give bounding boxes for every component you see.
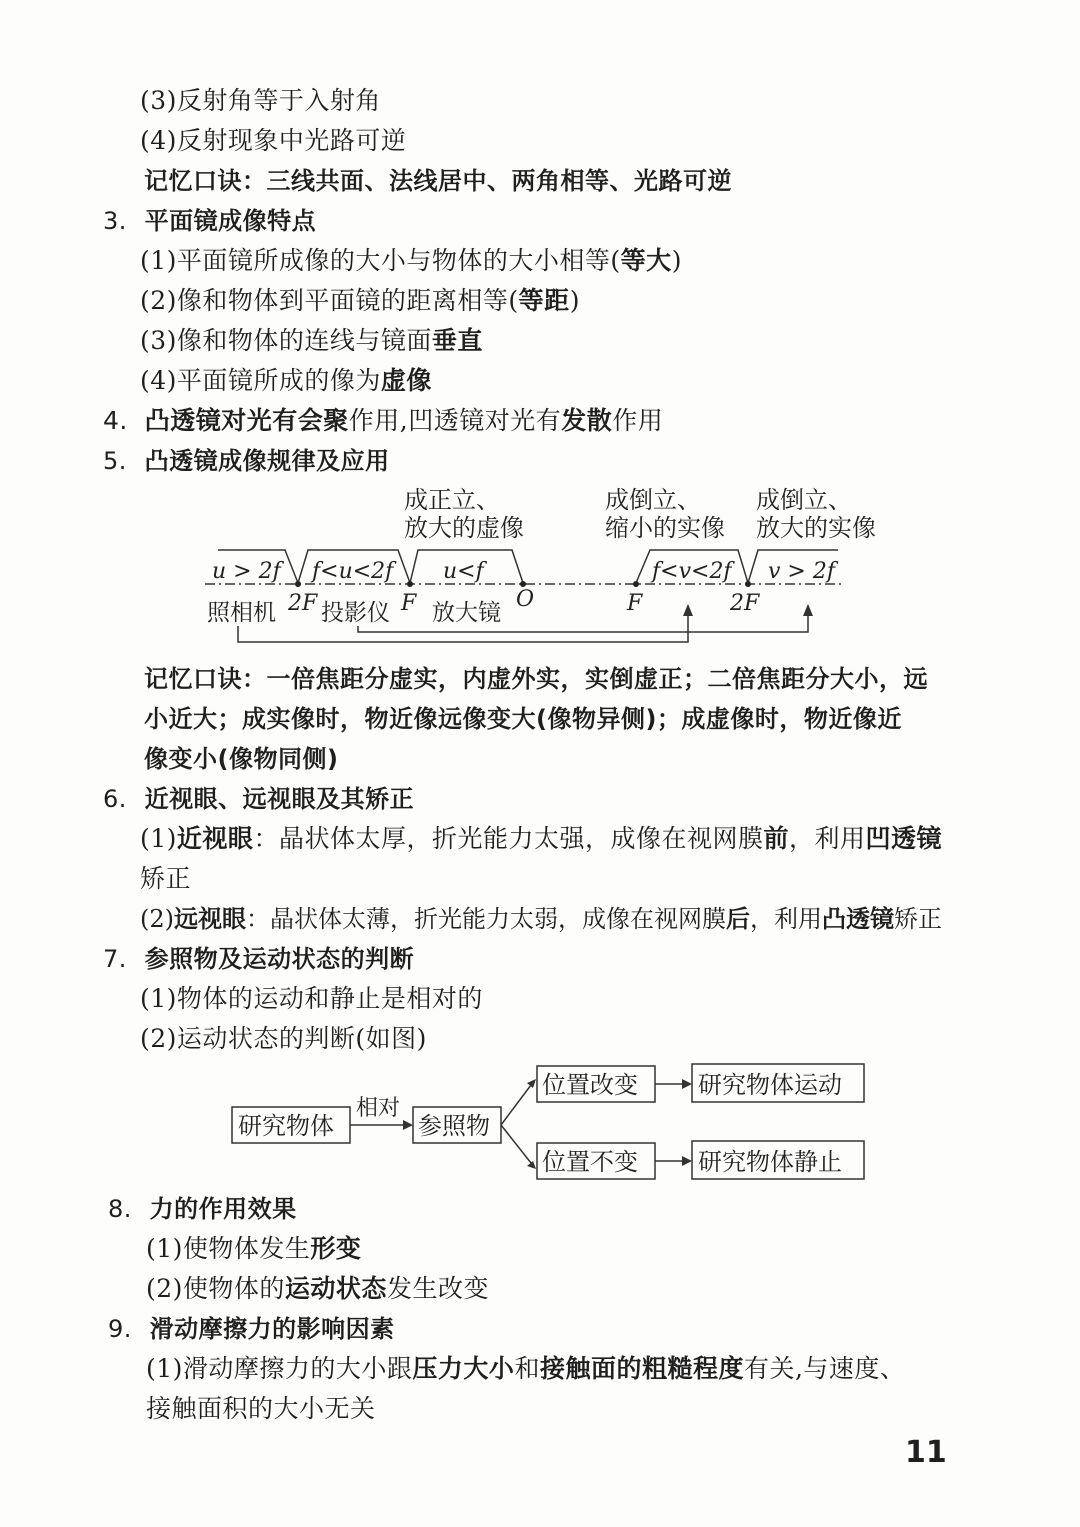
myopia-item [140,822,942,856]
label-virtual-line1: 成正立、 [404,486,500,514]
arrow-reference-change [501,1085,531,1125]
heading-7-text: 参照物及运动状态的判断 [144,945,415,973]
heading-5-number: 5. [103,447,127,475]
hyperopia-lens: 凸透镜 [822,905,894,933]
friction-item-1-cont: 接触面积的大小无关 [146,1394,376,1423]
heading-6 [103,782,414,816]
arrowhead-d [682,1079,692,1089]
flow-relative: 相对 [356,1096,401,1121]
flow-pos-same: 位置不变 [542,1148,638,1176]
reflection-item-3: (3)反射角等于入射角 [140,86,381,115]
force-item-2-keyword: 运动状态 [284,1274,387,1303]
range-label-1: u > 2f [212,559,281,584]
arrowhead-c [527,1161,536,1169]
heading-5 [103,444,390,478]
friction-keyword-b: 接触面的粗糙程度 [539,1354,744,1383]
myopia-position: 前 [763,824,789,853]
heading-9-number: 9. [108,1315,132,1343]
mirror-item-1-keyword: 等大 [620,246,672,275]
myopia-lens: 凹透镜 [865,824,942,853]
myopia-use: ，利用 [788,824,866,853]
range-label-3: u<f [443,559,484,584]
point-2f-left [295,581,301,587]
label-real-small-line1: 成倒立、 [605,486,701,514]
arrowhead-2 [803,604,813,616]
mirror-item-3-text: (3)像和物体的连线与镜面 [140,326,432,355]
mirror-item-1-text: (1)平面镜所成像的大小与物体的大小相等( [140,246,621,275]
arrowhead-1 [683,604,693,616]
force-item-1-text: (1)使物体发生 [146,1234,311,1263]
heading-9 [108,1312,395,1346]
lens-mnemonic-line2: 小近大；成实像时，物近像远像变大(像物异侧)；成虚像时，物近像近 [144,705,902,733]
heading-3-number: 3. [103,207,127,235]
reflection-item-4: (4)反射现象中光路可逆 [140,126,407,155]
hyperopia-item [140,902,942,936]
heading-4-number: 4. [103,406,128,435]
mirror-item-2 [140,284,580,318]
mirror-item-1-close: ) [671,246,682,275]
heading-7 [103,942,414,976]
friction-text-a: (1)滑动摩擦力的大小跟 [146,1354,413,1383]
flow-object: 研究物体 [238,1112,334,1140]
myopia-item-cont: 矫正 [140,864,192,893]
heading-3-text: 平面镜成像特点 [144,207,317,235]
app-magnifier: 放大镜 [432,600,501,626]
mirror-item-4-keyword: 虚像 [380,366,432,395]
mirror-item-2-text: (2)像和物体到平面镜的距离相等( [140,286,519,315]
myopia-text: ：晶状体太厚，折光能力太强，成像在视网膜 [253,824,764,853]
mirror-item-3 [140,324,483,358]
heading-6-number: 6. [103,785,127,813]
force-item-2-text: (2)使物体的 [146,1274,285,1303]
friction-text-c: 有关,与速度、 [743,1354,906,1383]
flow-reference: 参照物 [418,1112,490,1140]
hyperopia-correct: 矫正 [894,905,942,933]
force-item-2-tail: 发生改变 [386,1274,489,1303]
flow-moving: 研究物体运动 [698,1071,842,1099]
force-item-1 [146,1232,361,1266]
point-2f-right [745,581,751,587]
point-label-f-left: F [401,591,417,616]
arrowhead-b [527,1079,536,1088]
point-label-f-right: F [627,591,643,616]
arrow-reference-same [501,1125,531,1163]
heading-4-keyword-a: 会聚 [297,406,349,435]
flow-pos-change: 位置改变 [542,1071,638,1099]
app-camera: 照相机 [207,600,276,626]
heading-7-number: 7. [103,945,127,973]
lens-imaging-diagram [0,480,1080,660]
heading-8-number: 8. [108,1195,132,1223]
app-projector: 投影仪 [321,600,390,626]
point-label-o: O [516,587,535,612]
label-virtual-line2: 放大的虚像 [404,514,524,542]
point-f-right [633,581,639,587]
friction-keyword-a: 压力大小 [412,1354,515,1383]
heading-5-text: 凸透镜成像规律及应用 [144,447,390,475]
force-item-1-keyword: 形变 [310,1234,362,1263]
page-number: 11 [905,1435,947,1470]
friction-text-b: 和 [514,1354,540,1383]
lens-mnemonic-line1: 记忆口诀：一倍焦距分虚实，内虚外实，实倒虚正；二倍焦距分大小，远 [144,665,928,693]
heading-8-text: 力的作用效果 [149,1195,297,1223]
mirror-item-1 [140,244,682,278]
reflection-mnemonic: 记忆口诀：三线共面、法线居中、两角相等、光路可逆 [144,167,732,195]
range-label-2: f<u<2f [312,559,394,584]
label-real-big-line2: 放大的实像 [756,514,876,542]
motion-item-2: (2)运动状态的判断(如图) [140,1024,427,1053]
flow-still: 研究物体静止 [698,1148,842,1176]
mirror-item-3-keyword: 垂直 [431,326,483,355]
force-item-2 [146,1272,489,1306]
hyperopia-use: ，利用 [750,905,822,933]
heading-4-keyword-b: 发散 [561,406,613,435]
mirror-item-2-close: ) [569,286,580,315]
mirror-item-4 [140,364,432,398]
heading-4-text-b: 作用,凹透镜对光有 [348,406,562,435]
motion-flow-diagram [0,1055,1080,1185]
range-label-5: v > 2f [768,559,835,584]
heading-4-text-c: 作用 [612,406,664,435]
range-label-4: f<v<2f [652,559,732,584]
arrowhead-a [403,1120,413,1130]
hyperopia-position: 后 [726,905,750,933]
friction-item-1 [146,1352,905,1386]
mirror-item-4-text: (4)平面镜所成的像为 [140,366,381,395]
hyperopia-keyword: 远视眼 [174,905,246,933]
myopia-number: (1) [140,824,177,853]
lens-mnemonic-line3: 像变小(像物同侧) [144,745,339,773]
motion-item-1: (1)物体的运动和静止是相对的 [140,984,483,1013]
hyperopia-text: ：晶状体太薄，折光能力太弱，成像在视网膜 [246,905,726,933]
heading-3 [103,204,316,238]
heading-8 [108,1192,297,1226]
point-f-left [407,581,413,587]
heading-6-text: 近视眼、远视眼及其矫正 [144,785,415,813]
heading-4 [103,404,663,438]
mirror-item-2-keyword: 等距 [518,286,570,315]
point-label-2f-left: 2F [288,591,318,616]
heading-9-text: 滑动摩擦力的影响因素 [149,1315,395,1343]
hyperopia-number: (2) [140,905,174,933]
label-real-big-line1: 成倒立、 [756,486,852,514]
myopia-keyword: 近视眼 [176,824,254,853]
point-label-2f-right: 2F [730,591,760,616]
arrowhead-e [682,1156,692,1166]
heading-4-text-a: 凸透镜对光有 [144,406,298,435]
label-real-small-line2: 缩小的实像 [605,514,725,542]
